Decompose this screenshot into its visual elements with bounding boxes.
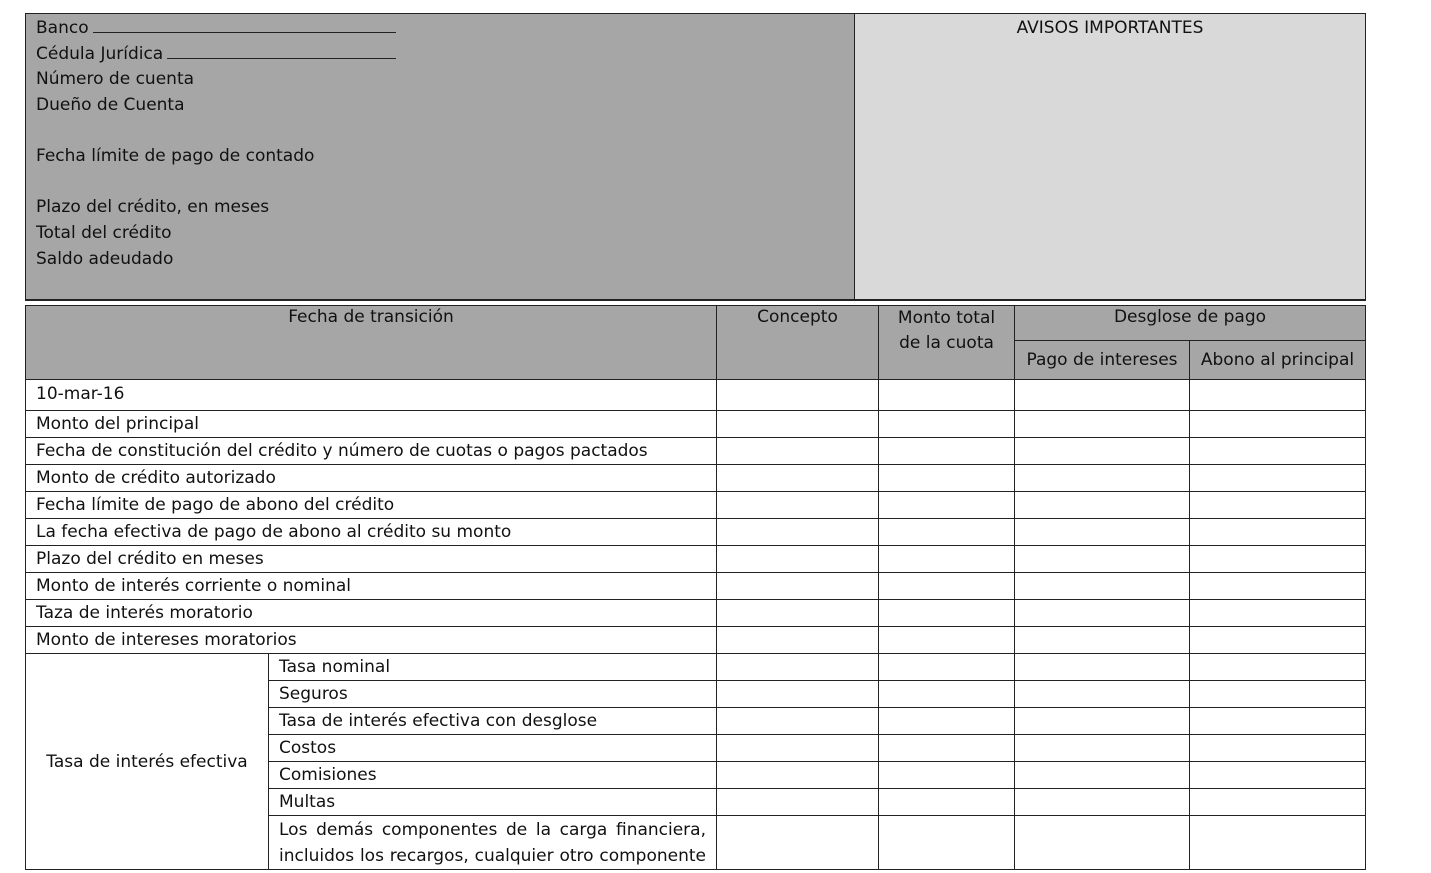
cell-total — [879, 411, 1015, 438]
cell-principal — [1190, 627, 1366, 654]
table-row — [26, 600, 1366, 627]
row-label: Monto del principal — [26, 411, 717, 438]
cell-principal — [1190, 380, 1366, 411]
field-bank-label: Banco — [36, 18, 89, 38]
cell-total — [879, 735, 1015, 762]
notices-panel — [855, 14, 1365, 299]
table-row — [26, 519, 1366, 546]
cell-concept — [717, 573, 879, 600]
effective-rate-item: Multas — [269, 789, 717, 816]
row-label: Monto de interés corriente o nominal — [26, 573, 717, 600]
table-row — [26, 438, 1366, 465]
cell-concept — [717, 627, 879, 654]
cell-total — [879, 438, 1015, 465]
cell-concept — [717, 762, 879, 789]
row-label: Fecha de constitución del crédito y número de cuotas o pagos pactados — [26, 438, 717, 465]
row-label: Taza de interés moratorio — [26, 600, 717, 627]
field-legal-id-line — [167, 44, 396, 59]
cell-principal — [1190, 411, 1366, 438]
cell-total — [879, 546, 1015, 573]
date-value: 10-mar-16 — [26, 380, 717, 411]
cell-total — [879, 654, 1015, 681]
effective-rate-item: Tasa de interés efectiva con desglose — [269, 708, 717, 735]
table-row — [26, 627, 1366, 654]
cell-principal — [1190, 762, 1366, 789]
cell-principal — [1190, 735, 1366, 762]
cell-concept — [717, 735, 879, 762]
cell-total — [879, 816, 1015, 870]
field-legal-id — [36, 43, 396, 65]
cell-principal — [1190, 816, 1366, 870]
cell-total — [879, 681, 1015, 708]
cell-interest — [1015, 708, 1190, 735]
field-account-owner: Dueño de Cuenta — [36, 95, 185, 115]
effective-rate-label: Tasa de interés efectiva — [26, 654, 269, 870]
cell-principal — [1190, 492, 1366, 519]
cell-interest — [1015, 492, 1190, 519]
cell-interest — [1015, 411, 1190, 438]
header-date: Fecha de transición — [26, 306, 717, 380]
cell-concept — [717, 380, 879, 411]
cell-total — [879, 789, 1015, 816]
row-label: Monto de crédito autorizado — [26, 465, 717, 492]
cell-interest — [1015, 735, 1190, 762]
cell-concept — [717, 519, 879, 546]
header-payment-breakdown: Desglose de pago — [1015, 306, 1366, 341]
cell-principal — [1190, 519, 1366, 546]
cell-interest — [1015, 465, 1190, 492]
cell-interest — [1015, 654, 1190, 681]
cell-total — [879, 519, 1015, 546]
cell-interest — [1015, 573, 1190, 600]
effective-rate-item: Comisiones — [269, 762, 717, 789]
cell-concept — [717, 708, 879, 735]
table-row — [26, 380, 1366, 411]
row-label: Fecha límite de pago de abono del crédito — [26, 492, 717, 519]
cell-concept — [717, 411, 879, 438]
header-total-line2: de la cuota — [899, 333, 994, 353]
cell-interest — [1015, 546, 1190, 573]
cell-principal — [1190, 708, 1366, 735]
row-label: La fecha efectiva de pago de abono al crédito su monto — [26, 519, 717, 546]
field-credit-term: Plazo del crédito, en meses — [36, 197, 270, 217]
cell-total — [879, 492, 1015, 519]
account-info-block — [25, 13, 1366, 300]
cell-principal — [1190, 600, 1366, 627]
cell-total — [879, 762, 1015, 789]
table-row — [26, 492, 1366, 519]
cell-concept — [717, 546, 879, 573]
transactions-table — [25, 305, 1366, 870]
cell-concept — [717, 789, 879, 816]
cell-principal — [1190, 789, 1366, 816]
cell-concept — [717, 600, 879, 627]
effective-rate-item: Costos — [269, 735, 717, 762]
cell-total — [879, 627, 1015, 654]
field-bank-line — [93, 18, 396, 33]
cell-interest — [1015, 519, 1190, 546]
header-interest-payment: Pago de intereses — [1015, 341, 1190, 380]
notices-title: AVISOS IMPORTANTES — [1016, 18, 1204, 38]
cell-interest — [1015, 762, 1190, 789]
account-fields-panel — [26, 14, 855, 299]
cell-concept — [717, 465, 879, 492]
cell-total — [879, 380, 1015, 411]
cell-interest — [1015, 627, 1190, 654]
cell-total — [879, 573, 1015, 600]
table-row — [26, 465, 1366, 492]
row-label: Plazo del crédito en meses — [26, 546, 717, 573]
table-row — [26, 654, 1366, 681]
cell-concept — [717, 438, 879, 465]
cell-total — [879, 708, 1015, 735]
cell-concept — [717, 816, 879, 870]
table-header-row — [26, 306, 1366, 341]
row-label: Monto de intereses moratorios — [26, 627, 717, 654]
cell-principal — [1190, 681, 1366, 708]
header-concept: Concepto — [717, 306, 879, 380]
table-row — [26, 546, 1366, 573]
effective-rate-item: Seguros — [269, 681, 717, 708]
cell-total — [879, 600, 1015, 627]
cell-interest — [1015, 600, 1190, 627]
cell-concept — [717, 681, 879, 708]
cell-interest — [1015, 438, 1190, 465]
effective-rate-item: Los demás componentes de la carga financiera, incluidos los recargos, cualquier otro componente — [269, 816, 717, 870]
cell-interest — [1015, 789, 1190, 816]
header-total-line1: Monto total — [897, 308, 996, 328]
cell-principal — [1190, 654, 1366, 681]
field-bank — [36, 17, 396, 39]
effective-rate-item: Tasa nominal — [269, 654, 717, 681]
field-balance-due: Saldo adeudado — [36, 249, 174, 269]
header-principal-payment: Abono al principal — [1190, 341, 1366, 380]
field-account-number: Número de cuenta — [36, 69, 195, 89]
cell-principal — [1190, 465, 1366, 492]
cell-interest — [1015, 380, 1190, 411]
table-row — [26, 411, 1366, 438]
cell-principal — [1190, 573, 1366, 600]
field-credit-total: Total del crédito — [36, 223, 172, 243]
cell-interest — [1015, 681, 1190, 708]
cell-principal — [1190, 546, 1366, 573]
table-row — [26, 573, 1366, 600]
cell-total — [879, 465, 1015, 492]
field-legal-id-label: Cédula Jurídica — [36, 44, 164, 64]
cell-interest — [1015, 816, 1190, 870]
header-total-installment — [879, 306, 1015, 380]
field-cash-due-date: Fecha límite de pago de contado — [36, 146, 315, 166]
cell-concept — [717, 654, 879, 681]
cell-principal — [1190, 438, 1366, 465]
cell-concept — [717, 492, 879, 519]
